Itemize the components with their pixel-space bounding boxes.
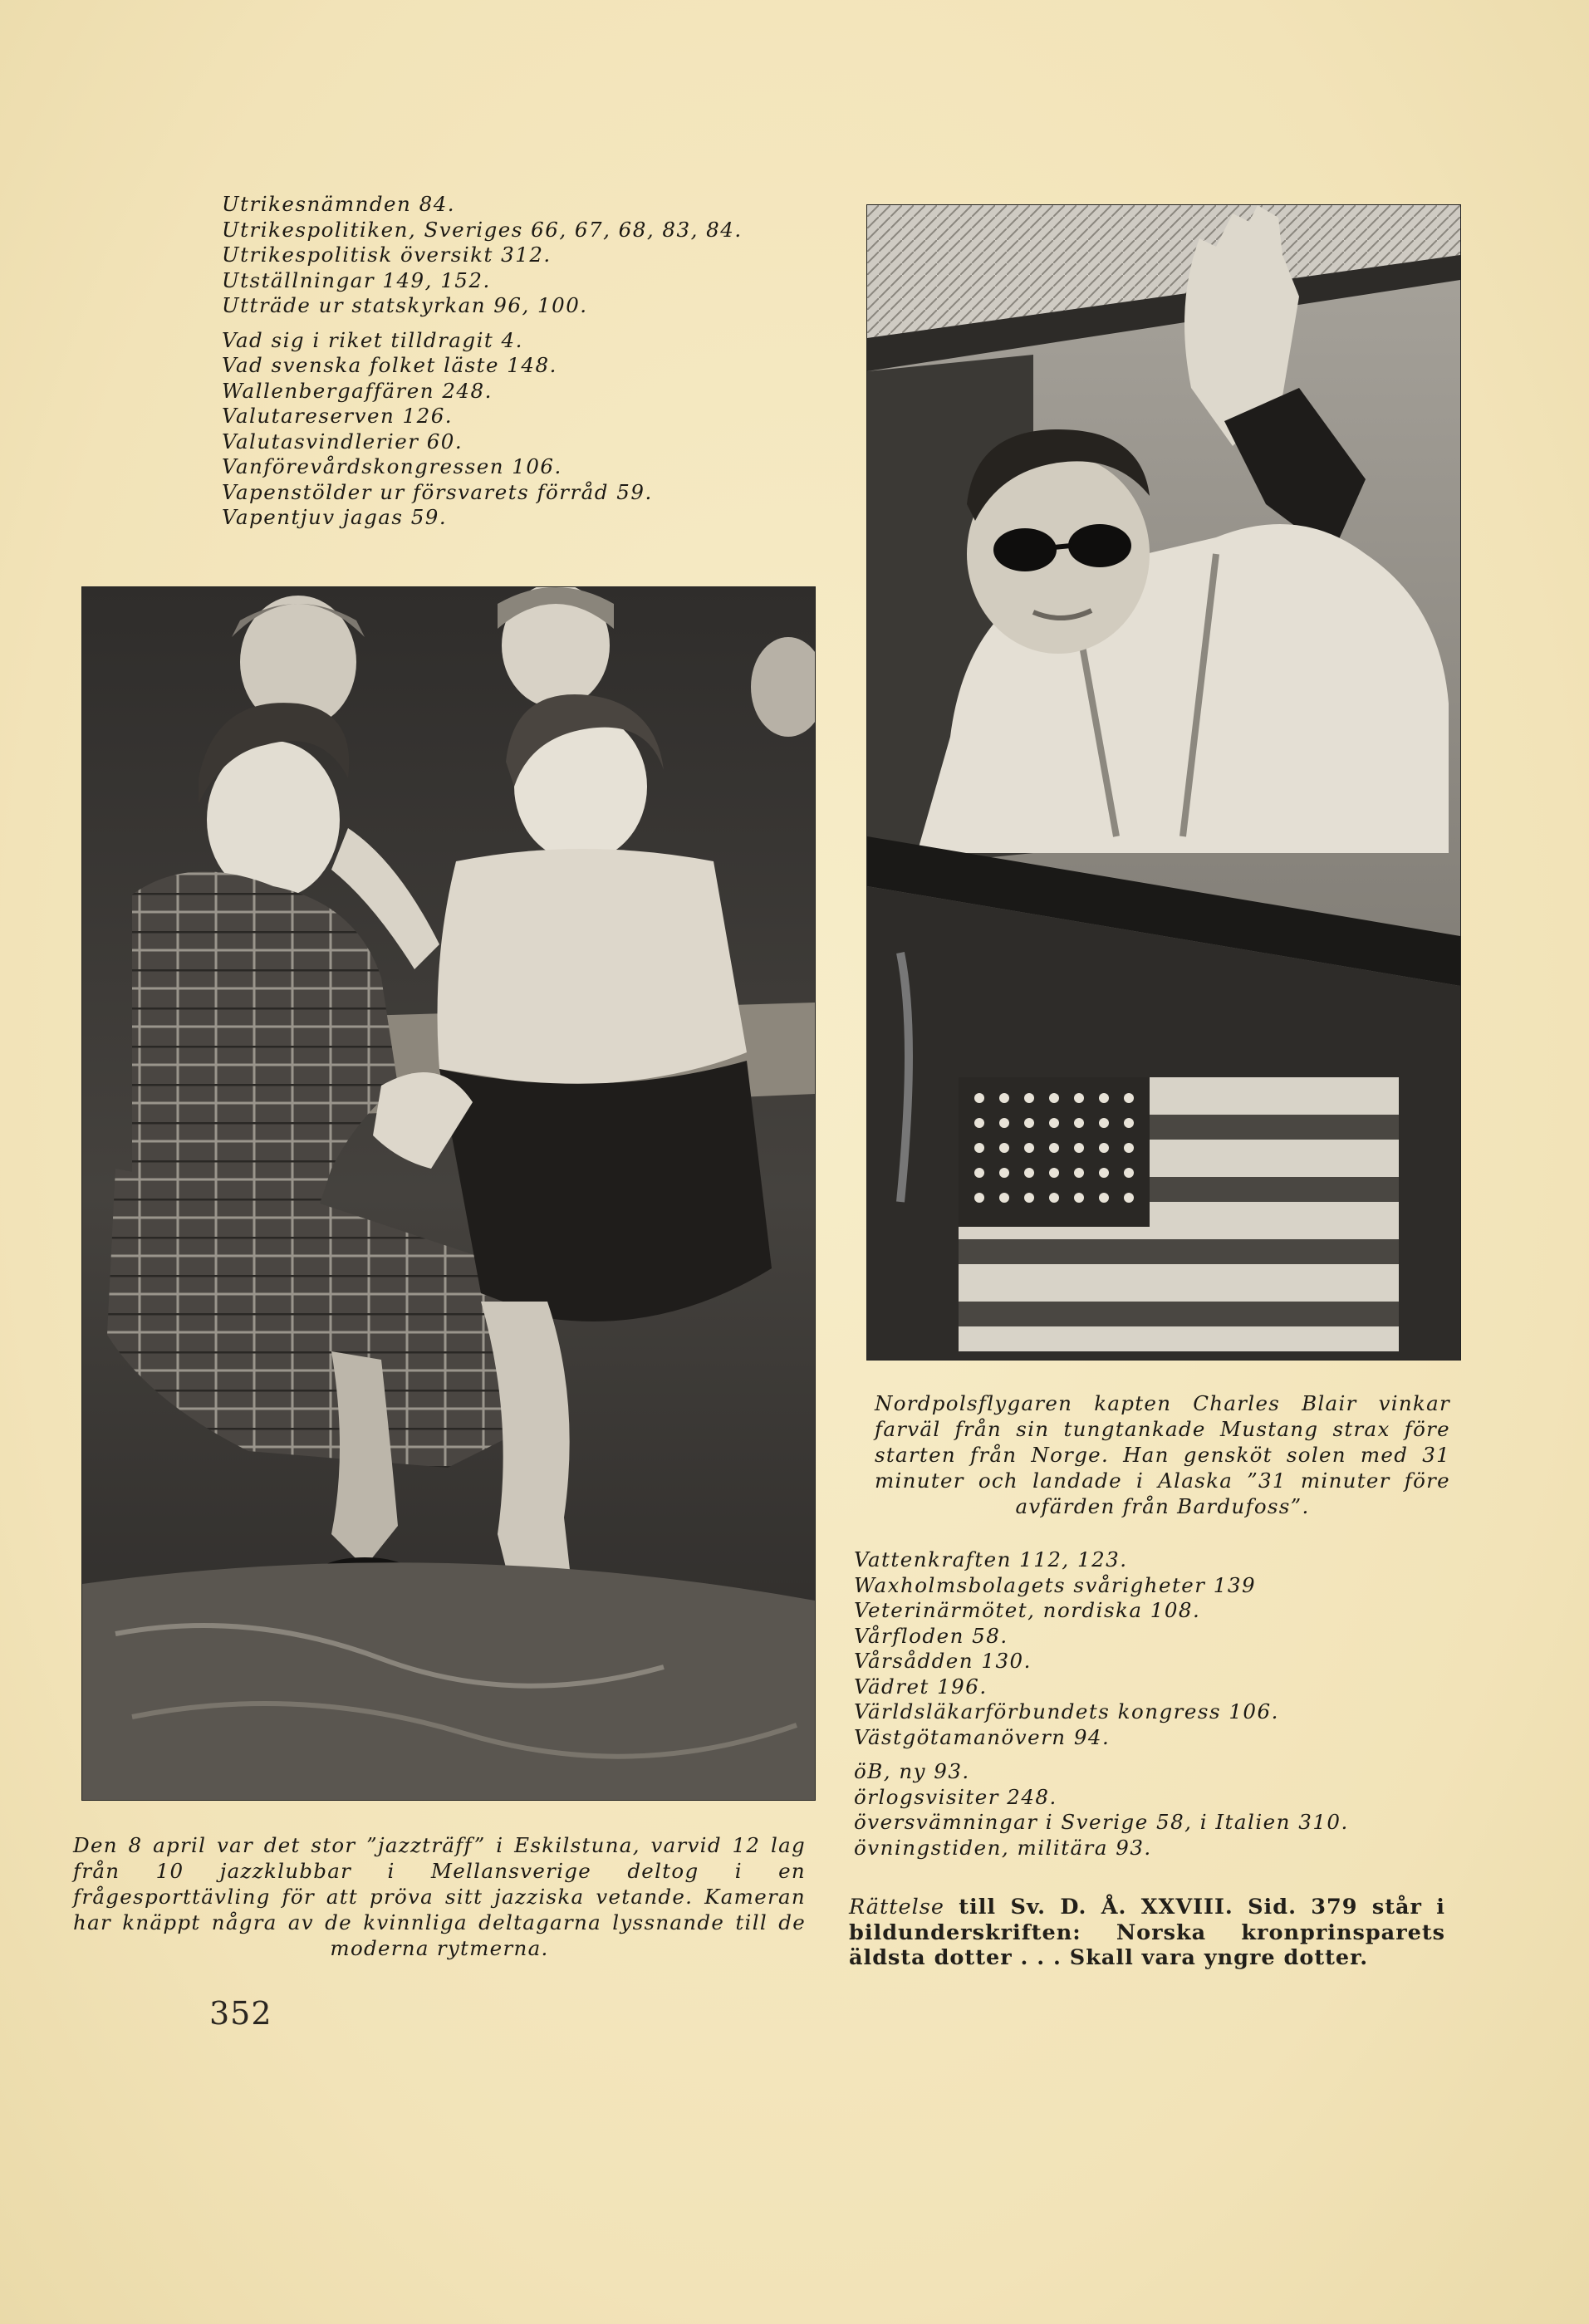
index-entry: öB, ny 93. [854,1759,970,1783]
left-photo-caption: Den 8 april var det stor ”jazzträff” i Eskilstuna, varvid 12 lag från 10 jazzklubbar i Mellansverige deltog i en frågesporttävling för att pröva sitt jazziska vetande. Kameran har knäppt några av de kvinnliga deltagarna lyssnande till de moderna rytmerna. [73,1833,806,1960]
index-entry: Vapentjuv jagas 59. [222,505,448,529]
index-entry: Waxholmsbolagets svårigheter 139 [854,1572,1257,1597]
index-entry: Utrikespolitisk översikt 312. [222,243,552,267]
index-list-top [222,192,743,531]
correction-text: till Sv. D. Å. XXVIII. Sid. 379 står i bildunderskriften: Norska kronprinsparets äldsta dotter . . . Skall vara yngre dotter. [849,1895,1445,1970]
index-entry: översvämningar i Sverige 58, i Italien 310. [854,1810,1349,1834]
index-entry: Wallenbergaffären 248. [222,378,493,403]
index-entry: Valutareserven 126. [222,404,454,428]
index-entry: Utställningar 149, 152. [222,267,491,292]
index-entry: Utträde ur statskyrkan 96, 100. [222,293,588,317]
index-entry: Vapenstölder ur försvarets förråd 59. [222,479,653,504]
index-list-bottom [854,1547,1349,1861]
jazz-women-photo [81,586,816,1801]
correction-note [849,1895,1445,1971]
index-entry: Västgötamanövern 94. [854,1724,1111,1749]
pilot-waving-photo [866,204,1461,1361]
index-entry: Veterinärmötet, nordiska 108. [854,1598,1201,1622]
index-entry: örlogsvisiter 248. [854,1784,1057,1809]
index-entry: Vad sig i riket tilldragit 4. [222,327,523,352]
index-entry: Världsläkarförbundets kongress 106. [854,1699,1279,1723]
index-entry: Vårsådden 130. [854,1649,1032,1673]
index-entry: Vanförevårdskongressen 106. [222,454,562,478]
index-entry: Utrikespolitiken, Sveriges 66, 67, 68, 83, 84. [222,217,743,242]
index-entry: Vårfloden 58. [854,1623,1008,1648]
index-entry: Vad svenska folket läste 148. [222,353,557,377]
page-number: 352 [209,1995,272,2032]
right-photo-caption: Nordpolsflygaren kapten Charles Blair vinkar farväl från sin tungtankade Mustang strax före starten från Norge. Han gensköt solen med 31 minuter och landade i Alaska ”31 minuter före avfärden från Bardufoss”. [875,1391,1450,1518]
index-entry: Utrikesnämnden 84. [222,192,456,216]
correction-label: Rättelse [849,1895,944,1920]
index-entry: Valutasvindlerier 60. [222,429,463,454]
list-gap [222,319,743,328]
index-entry: Vattenkraften 112, 123. [854,1547,1128,1571]
index-entry: Vädret 196. [854,1674,988,1699]
index-entry: övningstiden, militära 93. [854,1835,1152,1860]
list-gap [854,1750,1349,1759]
